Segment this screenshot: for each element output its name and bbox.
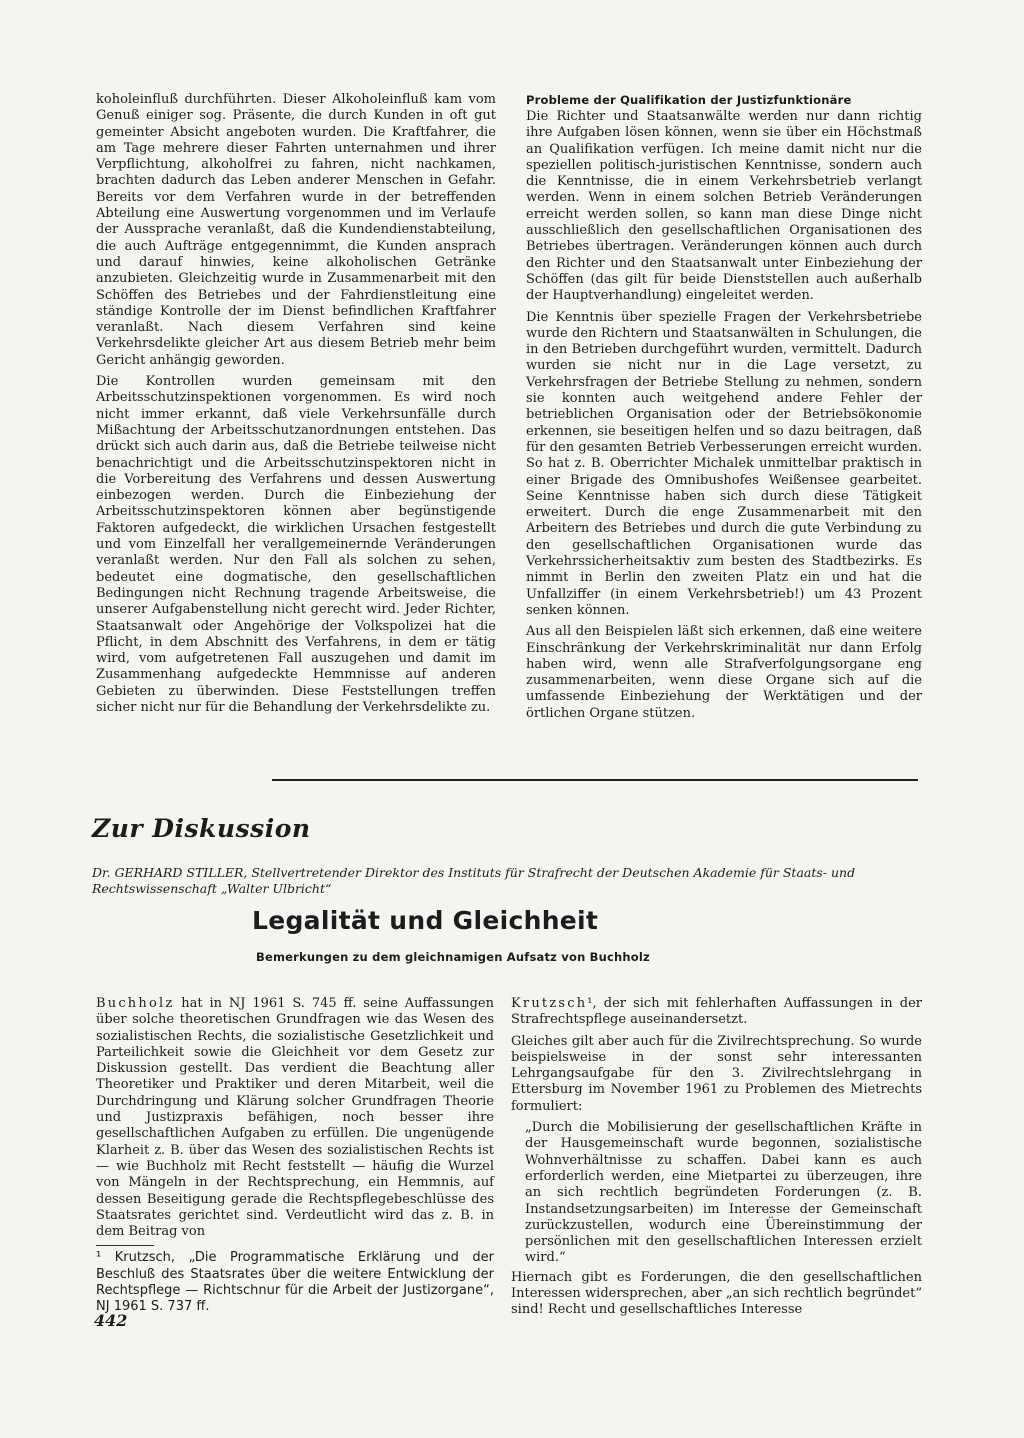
paragraph [96, 996, 494, 1240]
footnote-rule [96, 1245, 154, 1246]
section-divider [272, 779, 918, 781]
article-subtitle: Bemerkungen zu dem gleichnamigen Aufsatz von Buchholz [256, 950, 650, 964]
article-title: Legalität und Gleichheit [252, 906, 599, 935]
upper-right-column [526, 93, 922, 727]
paragraph: Die Richter und Staatsanwälte werden nur dann richtig ihre Aufgaben lösen können, wenn sie über ein Höchstmaß an Qualifikation verfügen. Ich meine damit nicht nur die speziellen politisch-juristischen Kenntnisse, sondern auch die Kenntnisse, die in einem Verkehrsbetrieb verlangt werden. Wenn in einem solchen Betrieb Veränderungen erreicht werden sollen, so kann man diese Dinge nicht ausschließlich den gesellschaftlichen Organisationen des Betriebes übertragen. Veränderungen können auch durch den Richter und den Staatsanwalt unter Einbeziehung der Schöffen (das gilt für beide Dienststellen auch außerhalb der Hauptverhandlung) eingeleitet werden. [526, 109, 922, 304]
paragraph-text: ¹, der sich mit fehlerhaften Auffassungen in der Strafrechtspflege auseinandersetzt. [511, 996, 922, 1028]
lower-right-column [511, 996, 922, 1324]
paragraph [511, 996, 922, 1029]
block-quote: „Durch die Mobilisierung der gesellschaftlichen Kräfte in der Hausgemeinschaft wurde begonnen, sozialistische Wohnverhältnisse zu schaffen. Dabei kann es auch erforderlich werden, eine Mietpartei zu überzeugen, ihre an sich rechtlich begründeten Forderungen (z. B. Instandsetzungsarbeiten) im Interesse der Gemeinschaft zurückzustellen, wodurch eine Übereinstimmung der persönlichen mit den gesellschaftlichen Interessen erzielt wird.“ [525, 1120, 922, 1266]
lower-left-column [96, 996, 494, 1321]
paragraph: Die Kontrollen wurden gemeinsam mit den Arbeitsschutzinspektionen vorgenommen. Es wird noch nicht immer erkannt, daß viele Verkehrsunfälle durch Mißachtung der Arbeitsschutzanordnungen entstehen. Das drückt sich auch darin aus, daß die Betriebe teilweise nicht benachrichtigt und die Arbeitsschutzinspektoren nicht in die Vorbereitung des Verfahrens und dessen Auswertung einbezogen werden. Durch die Einbeziehung der Arbeitsschutzinspektoren können aber begünstigende Faktoren aufgedeckt, die wirklichen Ursachen festgestellt und vom Einzelfall her verallgemeinernde Veränderungen veranlaßt werden. Nur den Fall als solchen zu sehen, bedeutet eine dogmatische, den gesellschaftlichen Bedingungen nicht Rechnung tragende Arbeitsweise, die unserer Aufgabenstellung nicht gerecht wird. Jeder Richter, Staatsanwalt oder Angehörige der Volkspolizei hat die Pflicht, in dem Abschnitt des Verfahrens, in dem er tätig wird, vom aufgetretenen Fall auszugehen und damit im Zusammenhang aufgedeckte Hemmnisse auf anderen Gebieten zu überwinden. Diese Feststellungen treffen sicher nicht nur für die Behandlung der Verkehrsdelikte zu. [96, 374, 496, 715]
page-number: 442 [94, 1311, 128, 1330]
paragraph: Die Kenntnis über spezielle Fragen der Verkehrsbetriebe wurde den Richtern und Staatsanwälten in Schulungen, die in den Betrieben durchgeführt wurden, vermittelt. Dadurch wurden sie nicht nur in die Lage versetzt, zu Verkehrsfragen der Betriebe Stellung zu nehmen, sondern sie konnten auch weitgehend andere Fehler der betrieblichen Organisation oder der Betriebsökonomie erkennen, sie beseitigen helfen und so dazu beitragen, daß für den gesamten Betrieb Verbesserungen erreicht wurden. So hat z. B. Oberrichter Michalek unmittelbar praktisch in einer Brigade des Omnibushofes Weißensee gearbeitet. Seine Kenntnisse haben sich durch diese Tätigkeit erweitert. Durch die enge Zusammenarbeit mit den Arbeitern des Betriebes und durch die gute Verbindung zu den gesellschaftlichen Organisationen wurde das Verkehrssicherheitsaktiv zum besten des Stadtbezirks. Es nimmt in Berlin den zweiten Platz ein und hat die Unfallziffer (in einem Verkehrsbetrieb!) um 43 Prozent senken können. [526, 309, 922, 618]
rubric-heading: Zur Diskussion [92, 814, 311, 843]
lead-author-name: Buchholz [96, 996, 175, 1011]
upper-left-column [96, 92, 496, 721]
footnote: ¹ Krutzsch, „Die Programmatische Erklärung und der Beschluß des Staatsrates über die weitere Entwicklung der Rechtspflege — Richtschnur für die Arbeit der Justizorgane“, NJ 1961 S. 737 ff. [96, 1250, 494, 1315]
author-byline: Dr. GERHARD STILLER, Stellvertretender Direktor des Instituts für Strafrecht der Deutschen Akademie für Staats- und Rechtswissenschaft „Walter Ulbricht“ [92, 865, 856, 896]
paragraph: Gleiches gilt aber auch für die Zivilrechtsprechung. So wurde beispielsweise in der sonst sehr interessanten Lehrgangsaufgabe für den 3. Zivilrechtslehrgang in Ettersburg im November 1961 zu Problemen des Mietrechts formuliert: [511, 1033, 922, 1114]
paragraph: koholeinfluß durchführten. Dieser Alkoholeinfluß kam vom Genuß einiger sog. Präsente, die durch Kunden in oft gut gemeinter Absicht angeboten wurden. Die Kraftfahrer, die am Tage mehrere dieser Fahrten unternahmen und ihrer Verpflichtung, alkoholfrei zu fahren, nicht nachkamen, brachten dadurch das Leben anderer Menschen in Gefahr. Bereits vor dem Verfahren wurde in der betreffenden Abteilung eine Auswertung vorgenommen und im Verlaufe der Aussprache veranlaßt, daß die Kundendienstabteilung, die auch Aufträge entgegennimmt, die Kunden ansprach und darauf hinwies, keine alkoholischen Getränke anzubieten. Gleichzeitig wurde in Zusammenarbeit mit den Schöffen des Betriebes und der Fahrdienstleitung eine ständige Kontrolle der im Dienst befindlichen Kraftfahrer veranlaßt. Nach diesem Verfahren sind keine Verkehrsdelikte gleicher Art aus diesem Betrieb mehr beim Gericht anhängig geworden. [96, 92, 496, 368]
cited-author-name: Krutzsch [511, 996, 588, 1011]
paragraph: Hiernach gibt es Forderungen, die den gesellschaftlichen Interessen widersprechen, aber „an sich rechtlich begründet“ sind! Recht und gesellschaftliches Interesse [511, 1269, 922, 1318]
section-heading: Probleme der Qualifikation der Justizfunktionäre [526, 93, 852, 107]
paragraph: Aus all den Beispielen läßt sich erkennen, daß eine weitere Einschränkung der Verkehrskriminalität nur dann Erfolg haben wird, wenn alle Strafverfolgungsorgane eng zusammenarbeiten, wenn diese Organe sich auf die umfassende Einbeziehung der Werktätigen und der örtlichen Organe stützen. [526, 624, 922, 721]
paragraph-text: hat in NJ 1961 S. 745 ff. seine Auffassungen über solche theoretischen Grundfragen wie das Wesen des sozialistischen Rechts, die sozialistische Gesetzlichkeit und Parteilichkeit sowie die Gleichheit vor dem Gesetz zur Diskussion gestellt. Das verdient die Beachtung aller Theoretiker und Praktiker und deren Mitarbeit, weil die Durchdringung und Klärung solcher Grundfragen Theorie und Justizpraxis befähigen, noch besser ihre gesellschaftlichen Aufgaben zu erfüllen. Die ungenügende Klarheit z. B. über das Wesen des sozialistischen Rechts ist — wie Buchholz mit Recht feststellt — häufig die Wurzel von Mängeln in der Rechtsprechung, ein Hemmnis, auf dessen Beseitigung gerade die Rechtspflegebeschlüsse des Staatsrates gerichtet sind. Verdeutlicht wird das z. B. in dem Beitrag von [96, 996, 494, 1240]
